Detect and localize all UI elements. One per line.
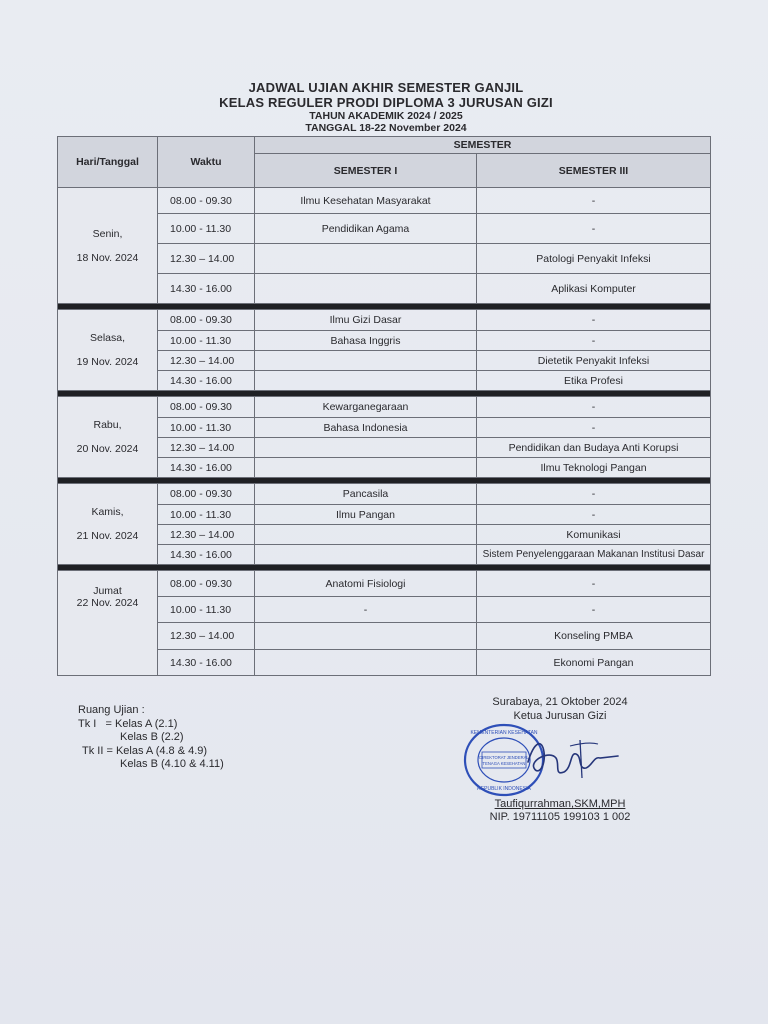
day-cell [58,310,158,391]
sem1-cell: Anatomi Fisiologi [255,571,477,597]
time-cell: 14.30 - 16.00 [158,650,255,676]
signer-block [470,798,650,824]
time-cell: 08.00 - 09.30 [158,188,255,214]
time-cell: 10.00 - 11.30 [158,505,255,525]
sem1-cell [255,244,477,274]
stamp-center-line-2: TENAGA KESEHATAN [482,761,526,766]
sem1-cell: Bahasa Inggris [255,331,477,351]
day-name: Jumat [93,585,122,597]
sem1-cell: Bahasa Indonesia [255,418,477,438]
sem1-cell [255,458,477,478]
sem3-cell: Aplikasi Komputer [477,274,711,304]
day-date: 18 Nov. 2024 [76,251,139,264]
sem3-cell: Ekonomi Pangan [477,650,711,676]
time-cell: 12.30 – 14.00 [158,351,255,371]
day-date: 19 Nov. 2024 [76,356,139,368]
place-date: Surabaya, 21 Oktober 2024 [492,696,628,708]
exam-schedule-table [57,136,711,676]
time-cell: 14.30 - 16.00 [158,371,255,391]
sem1-cell [255,650,477,676]
tk1-class-a: Kelas A (2.1) [115,717,178,730]
time-cell: 10.00 - 11.30 [158,214,255,244]
time-cell: 08.00 - 09.30 [158,484,255,505]
time-cell: 10.00 - 11.30 [158,418,255,438]
sem3-cell: Etika Profesi [477,371,711,391]
sem1-cell: - [255,597,477,623]
table-row [58,484,711,505]
stamp-center-line-1: DIREKTORAT JENDERAL [479,755,529,760]
tk2-label: Tk II [82,744,104,757]
sem3-cell: - [477,571,711,597]
title-line-1: JADWAL UJIAN AKHIR SEMESTER GANJIL [248,80,524,95]
tk2-class-a: Kelas A (4.8 & 4.9) [115,744,208,757]
time-cell: 12.30 – 14.00 [158,244,255,274]
sem3-cell: - [477,484,711,505]
table-row [58,571,711,597]
sem1-cell [255,545,477,565]
sem3-cell: - [477,505,711,525]
sem3-cell: - [477,188,711,214]
day-date: 21 Nov. 2024 [76,530,139,542]
sem1-cell [255,623,477,650]
time-cell: 10.00 - 11.30 [158,597,255,623]
day-cell [58,188,158,304]
signer-name: Taufiqurrahman,SKM,MPH [494,798,626,810]
time-cell: 14.30 - 16.00 [158,274,255,304]
day-name: Kamis, [91,506,124,518]
table-row [58,397,711,418]
table-row [58,188,711,214]
sem3-cell: - [477,597,711,623]
sem3-cell: - [477,397,711,418]
sem1-cell: Pendidikan Agama [255,214,477,244]
day-date: 22 Nov. 2024 [76,597,139,609]
notes-title: Ruang Ujian : [78,704,145,716]
day-cell [58,397,158,478]
sem3-cell: Sistem Penyelenggaraan Makanan Institusi Dasar [477,545,711,565]
sem3-cell: Dietetik Penyakit Infeksi [477,351,711,371]
tk2-class-b: Kelas B (4.10 & 4.11) [120,758,224,770]
day-name: Rabu, [93,419,122,431]
sem3-cell: - [477,418,711,438]
title-line-2: KELAS REGULER PRODI DIPLOMA 3 JURUSAN GIZI [219,95,553,110]
sem1-cell: Ilmu Kesehatan Masyarakat [255,188,477,214]
header-semester-3: SEMESTER III [477,154,711,188]
day-name: Senin, [92,227,123,240]
time-cell: 14.30 - 16.00 [158,545,255,565]
time-cell: 08.00 - 09.30 [158,397,255,418]
sem3-cell: - [477,310,711,331]
header-semester-1: SEMESTER I [255,154,477,188]
sem3-cell: - [477,214,711,244]
sem1-cell [255,371,477,391]
sem1-cell: Ilmu Gizi Dasar [255,310,477,331]
tk1-label: Tk I [78,717,97,730]
day-name: Selasa, [89,332,126,344]
time-cell: 08.00 - 09.30 [158,310,255,331]
sem1-cell: Kewarganegaraan [255,397,477,418]
sem3-cell: Komunikasi [477,525,711,545]
stamp-top-text: KEMENTERIAN KESEHATAN [470,730,538,736]
sem1-cell [255,438,477,458]
time-cell: 08.00 - 09.30 [158,571,255,597]
exam-room-notes: Ruang Ujian : Tk I = Kelas A (2.1) Kelas B (2.2) Tk II = Kelas A (4.8 & 4.9) Kelas B (4.10 & 4.11) [78,704,224,770]
header-time: Waktu [158,137,255,188]
document-title [0,80,768,135]
signer-position: Ketua Jurusan Gizi [513,709,607,722]
sem1-cell: Ilmu Pangan [255,505,477,525]
time-cell: 10.00 - 11.30 [158,331,255,351]
handwritten-signature-icon [520,732,620,784]
day-cell [58,571,158,676]
header-semester: SEMESTER [255,137,711,154]
time-cell: 12.30 – 14.00 [158,623,255,650]
header-day: Hari/Tanggal [58,137,158,188]
title-line-4: TANGGAL 18-22 November 2024 [305,122,467,134]
tk1-class-b: Kelas B (2.2) [120,731,184,743]
title-line-3: TAHUN AKADEMIK 2024 / 2025 [309,110,463,122]
sem1-cell [255,525,477,545]
sem1-cell [255,351,477,371]
time-cell: 14.30 - 16.00 [158,458,255,478]
sem3-cell: Patologi Penyakit Infeksi [477,244,711,274]
sem3-cell: Konseling PMBA [477,623,711,650]
day-date: 20 Nov. 2024 [76,443,139,455]
signer-nip: NIP. 19711105 199103 1 002 [489,811,631,823]
time-cell: 12.30 – 14.00 [158,525,255,545]
table-row [58,310,711,331]
stamp-bottom-text: REPUBLIK INDONESIA [477,786,531,792]
day-cell [58,484,158,565]
signature-header [470,696,650,723]
sem3-cell: - [477,331,711,351]
sem1-cell: Pancasila [255,484,477,505]
sem3-cell: Pendidikan dan Budaya Anti Korupsi [477,438,711,458]
sem1-cell [255,274,477,304]
time-cell: 12.30 – 14.00 [158,438,255,458]
sem3-cell: Ilmu Teknologi Pangan [477,458,711,478]
